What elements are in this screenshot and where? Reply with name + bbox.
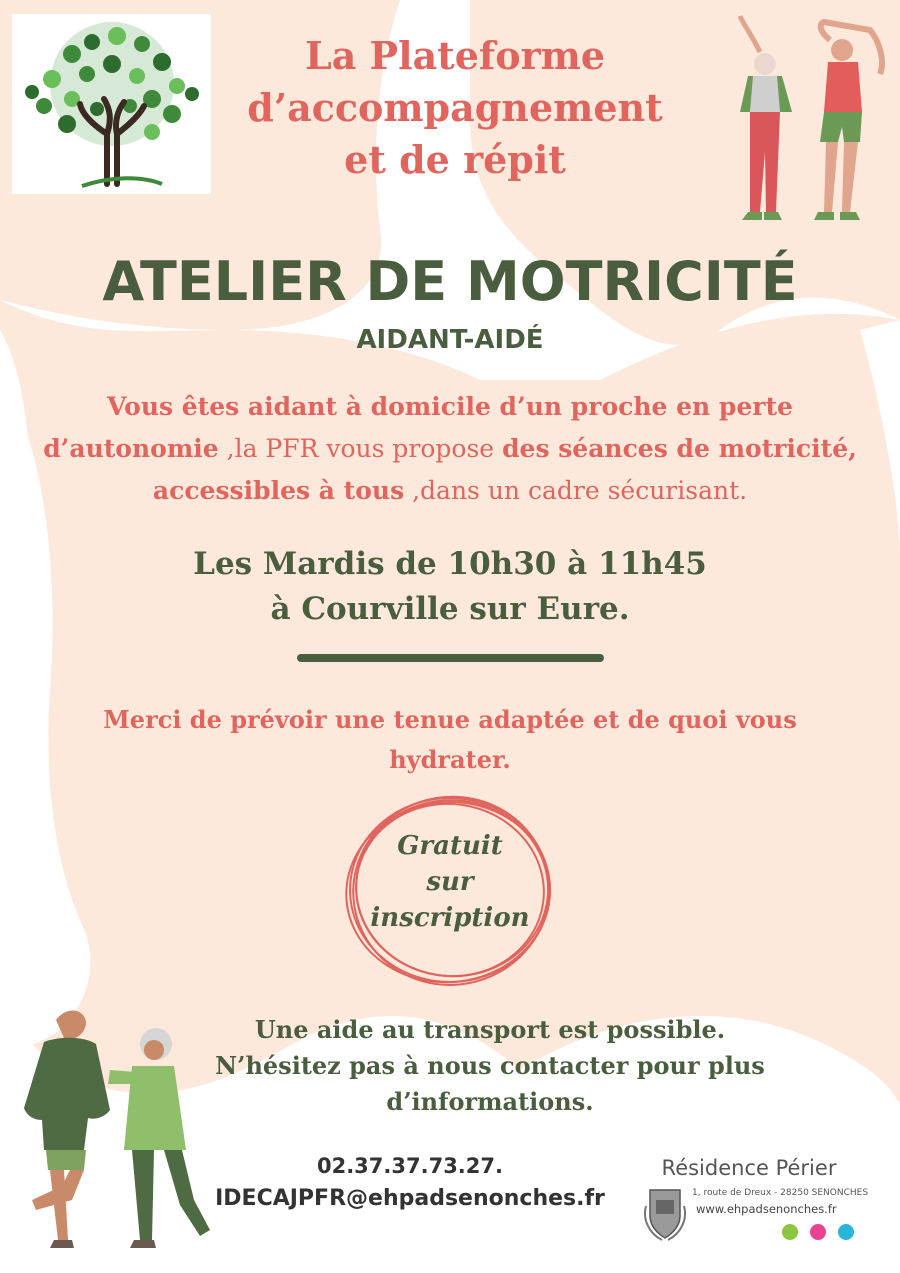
contact-phone[interactable]: 02.37.37.73.27. — [316, 1154, 503, 1178]
preparation-note: Merci de prévoir une tenue adaptée et de quoi vous hydrater. — [103, 705, 797, 774]
badge-line: inscription — [370, 903, 530, 933]
residence-address: 1, route de Dreux - 28250 SENONCHES — [692, 1188, 869, 1198]
title-line: et de répit — [344, 137, 566, 182]
badge-line: Gratuit — [397, 831, 503, 861]
walking-couple-illustration — [14, 1000, 214, 1260]
residence-website[interactable]: www.ehpadsenonches.fr — [696, 1202, 837, 1216]
transport-line: Une aide au transport est possible. — [254, 1015, 726, 1044]
event-title: ATELIER DE MOTRICITÉ — [102, 250, 798, 313]
pfr-logo — [12, 14, 211, 194]
schedule-location: à Courville sur Eure. — [270, 591, 630, 627]
town-crest-icon — [642, 1186, 688, 1242]
divider — [297, 654, 604, 662]
schedule — [60, 542, 840, 632]
contact-email[interactable]: IDECAJPFR@ehpadsenonches.fr — [215, 1186, 605, 1211]
transport-info — [190, 1012, 790, 1120]
stretching-couple-illustration — [720, 12, 890, 227]
intro-text-1: ,la PFR vous propose — [218, 434, 503, 463]
intro-bold-1: Vous êtes aidant à domicile d’un proche en perte d’autonomie — [43, 392, 793, 463]
intro-text-2: ,dans un cadre sécurisant. — [404, 476, 748, 505]
green-dot-icon — [782, 1224, 798, 1240]
free-badge — [360, 828, 540, 936]
transport-line: d’informations. — [386, 1087, 594, 1116]
residence-name: Résidence Périer — [661, 1156, 837, 1180]
title-line: La Plateforme — [304, 33, 606, 78]
page-title — [220, 30, 690, 186]
badge-line: sur — [426, 867, 474, 897]
event-subtitle: AIDANT-AIDÉ — [356, 325, 544, 355]
title-line: d’accompagnement — [247, 85, 663, 130]
tree-hands-logo-icon — [12, 14, 211, 194]
schedule-time: Les Mardis de 10h30 à 11h45 — [193, 546, 707, 582]
pink-dot-icon — [810, 1224, 826, 1240]
transport-line: N’hésitez pas à nous contacter pour plus — [215, 1051, 765, 1080]
blue-dot-icon — [838, 1224, 854, 1240]
intro-paragraph — [20, 386, 880, 512]
intro-bold-2: des séances de motricité, accessibles à tous — [152, 434, 857, 505]
